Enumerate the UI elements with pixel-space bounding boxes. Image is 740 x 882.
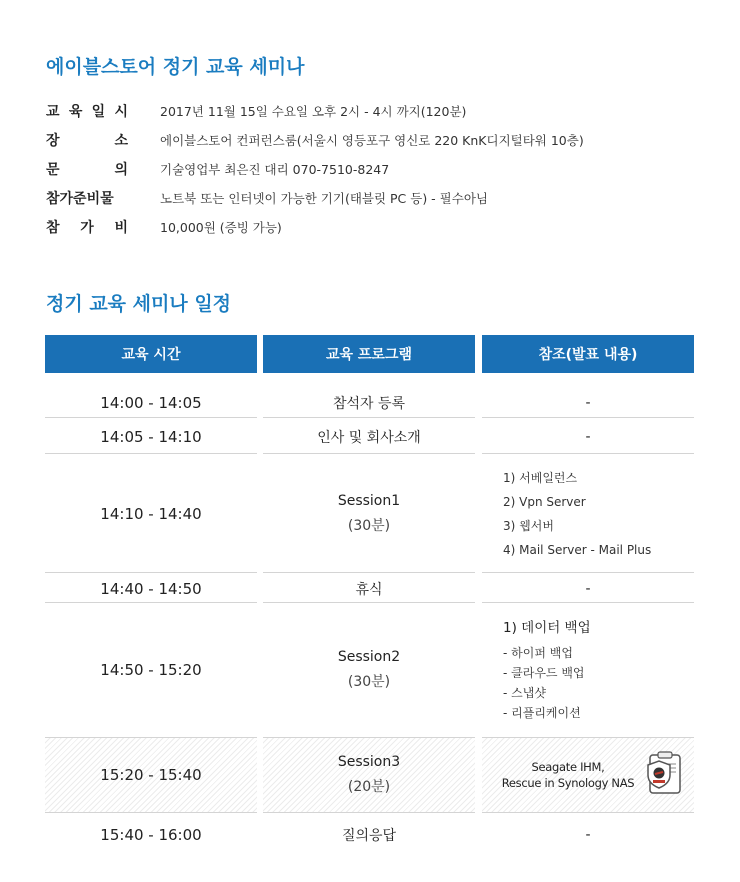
clipboard-shield-icon (644, 750, 686, 800)
program-cell: 참석자 등록 (263, 388, 475, 418)
program-cell: 질의응답 (341, 828, 397, 844)
header-program: 교육 프로그램 (263, 335, 475, 373)
reference-item: 4) Mail Server - Mail Plus (503, 543, 652, 557)
reference-cell (482, 737, 694, 813)
reference-item: - 스냅샷 (503, 686, 546, 700)
reference-item: 3) 웹서버 (503, 519, 554, 533)
reference-heading: 1) 데이터 백업 (503, 620, 591, 636)
info-row-contact (46, 154, 584, 183)
reference-item: 2) Vpn Server (503, 495, 586, 509)
info-label-place: 장 소 (46, 132, 128, 149)
info-row-fee (46, 212, 584, 241)
table-row (45, 388, 694, 418)
reference-item: 1) 서베일런스 (503, 471, 578, 485)
table-row (45, 605, 694, 735)
info-label-contact: 문 의 (46, 161, 128, 178)
reference-badge: Seagate IHM, Rescue in Synology NAS (502, 750, 687, 800)
reference-cell (482, 605, 694, 735)
info-row-datetime (46, 96, 584, 125)
reference-cell: - (482, 388, 694, 418)
program-cell: Session3 (20분) (263, 737, 475, 813)
info-label-datetime: 교 육 일 시 (46, 103, 128, 120)
info-value-fee: 10,000원 (증빙 가능) (160, 219, 282, 235)
info-value-place: 에이블스토어 컨퍼런스룸(서울시 영등포구 영신로 220 KnK디지털타워 10층) (160, 132, 584, 148)
time-cell: 14:10 - 14:40 (45, 456, 257, 573)
program-cell: Session2 (30분) (337, 649, 401, 690)
header-reference: 참조(발표 내용) (482, 335, 694, 373)
reference-item: - 클라우드 백업 (503, 666, 585, 680)
reference-cell (482, 456, 694, 573)
reference-item: - 하이퍼 백업 (503, 646, 573, 660)
info-label-supplies: 참가준비물 (46, 190, 114, 207)
info-label-fee: 참 가 비 (46, 219, 128, 236)
program-cell: 휴식 (263, 575, 475, 603)
info-value-datetime: 2017년 11월 15일 수요일 오후 2시 - 4시 까지(120분) (160, 103, 467, 119)
time-cell: 14:50 - 15:20 (100, 661, 202, 679)
time-cell: 15:40 - 16:00 (100, 826, 202, 844)
time-cell: 14:05 - 14:10 (45, 420, 257, 454)
info-row-place (46, 125, 584, 154)
time-cell: 14:00 - 14:05 (45, 388, 257, 418)
info-list (46, 96, 584, 241)
schedule-title: 정기 교육 세미나 일정 (46, 293, 232, 315)
seminar-title: 에이블스토어 정기 교육 세미나 (46, 56, 305, 78)
reference-cell: - (585, 827, 591, 843)
table-row (45, 815, 694, 855)
reference-cell: - (482, 420, 694, 454)
reference-cell: - (482, 575, 694, 603)
info-row-supplies (46, 183, 584, 212)
table-row (45, 420, 694, 454)
time-cell: 15:20 - 15:40 (45, 737, 257, 813)
info-value-supplies: 노트북 또는 인터넷이 가능한 기기(태블릿 PC 등) - 필수아님 (160, 190, 488, 206)
info-value-contact: 기술영업부 최은진 대리 070-7510-8247 (160, 161, 390, 177)
table-row (45, 456, 694, 573)
table-row (45, 737, 694, 813)
time-cell: 14:40 - 14:50 (45, 575, 257, 603)
program-cell: 인사 및 회사소개 (263, 420, 475, 454)
header-time: 교육 시간 (45, 335, 257, 373)
program-cell: Session1 (30분) (263, 456, 475, 573)
reference-item: - 리플리케이션 (503, 706, 581, 720)
table-row (45, 575, 694, 603)
